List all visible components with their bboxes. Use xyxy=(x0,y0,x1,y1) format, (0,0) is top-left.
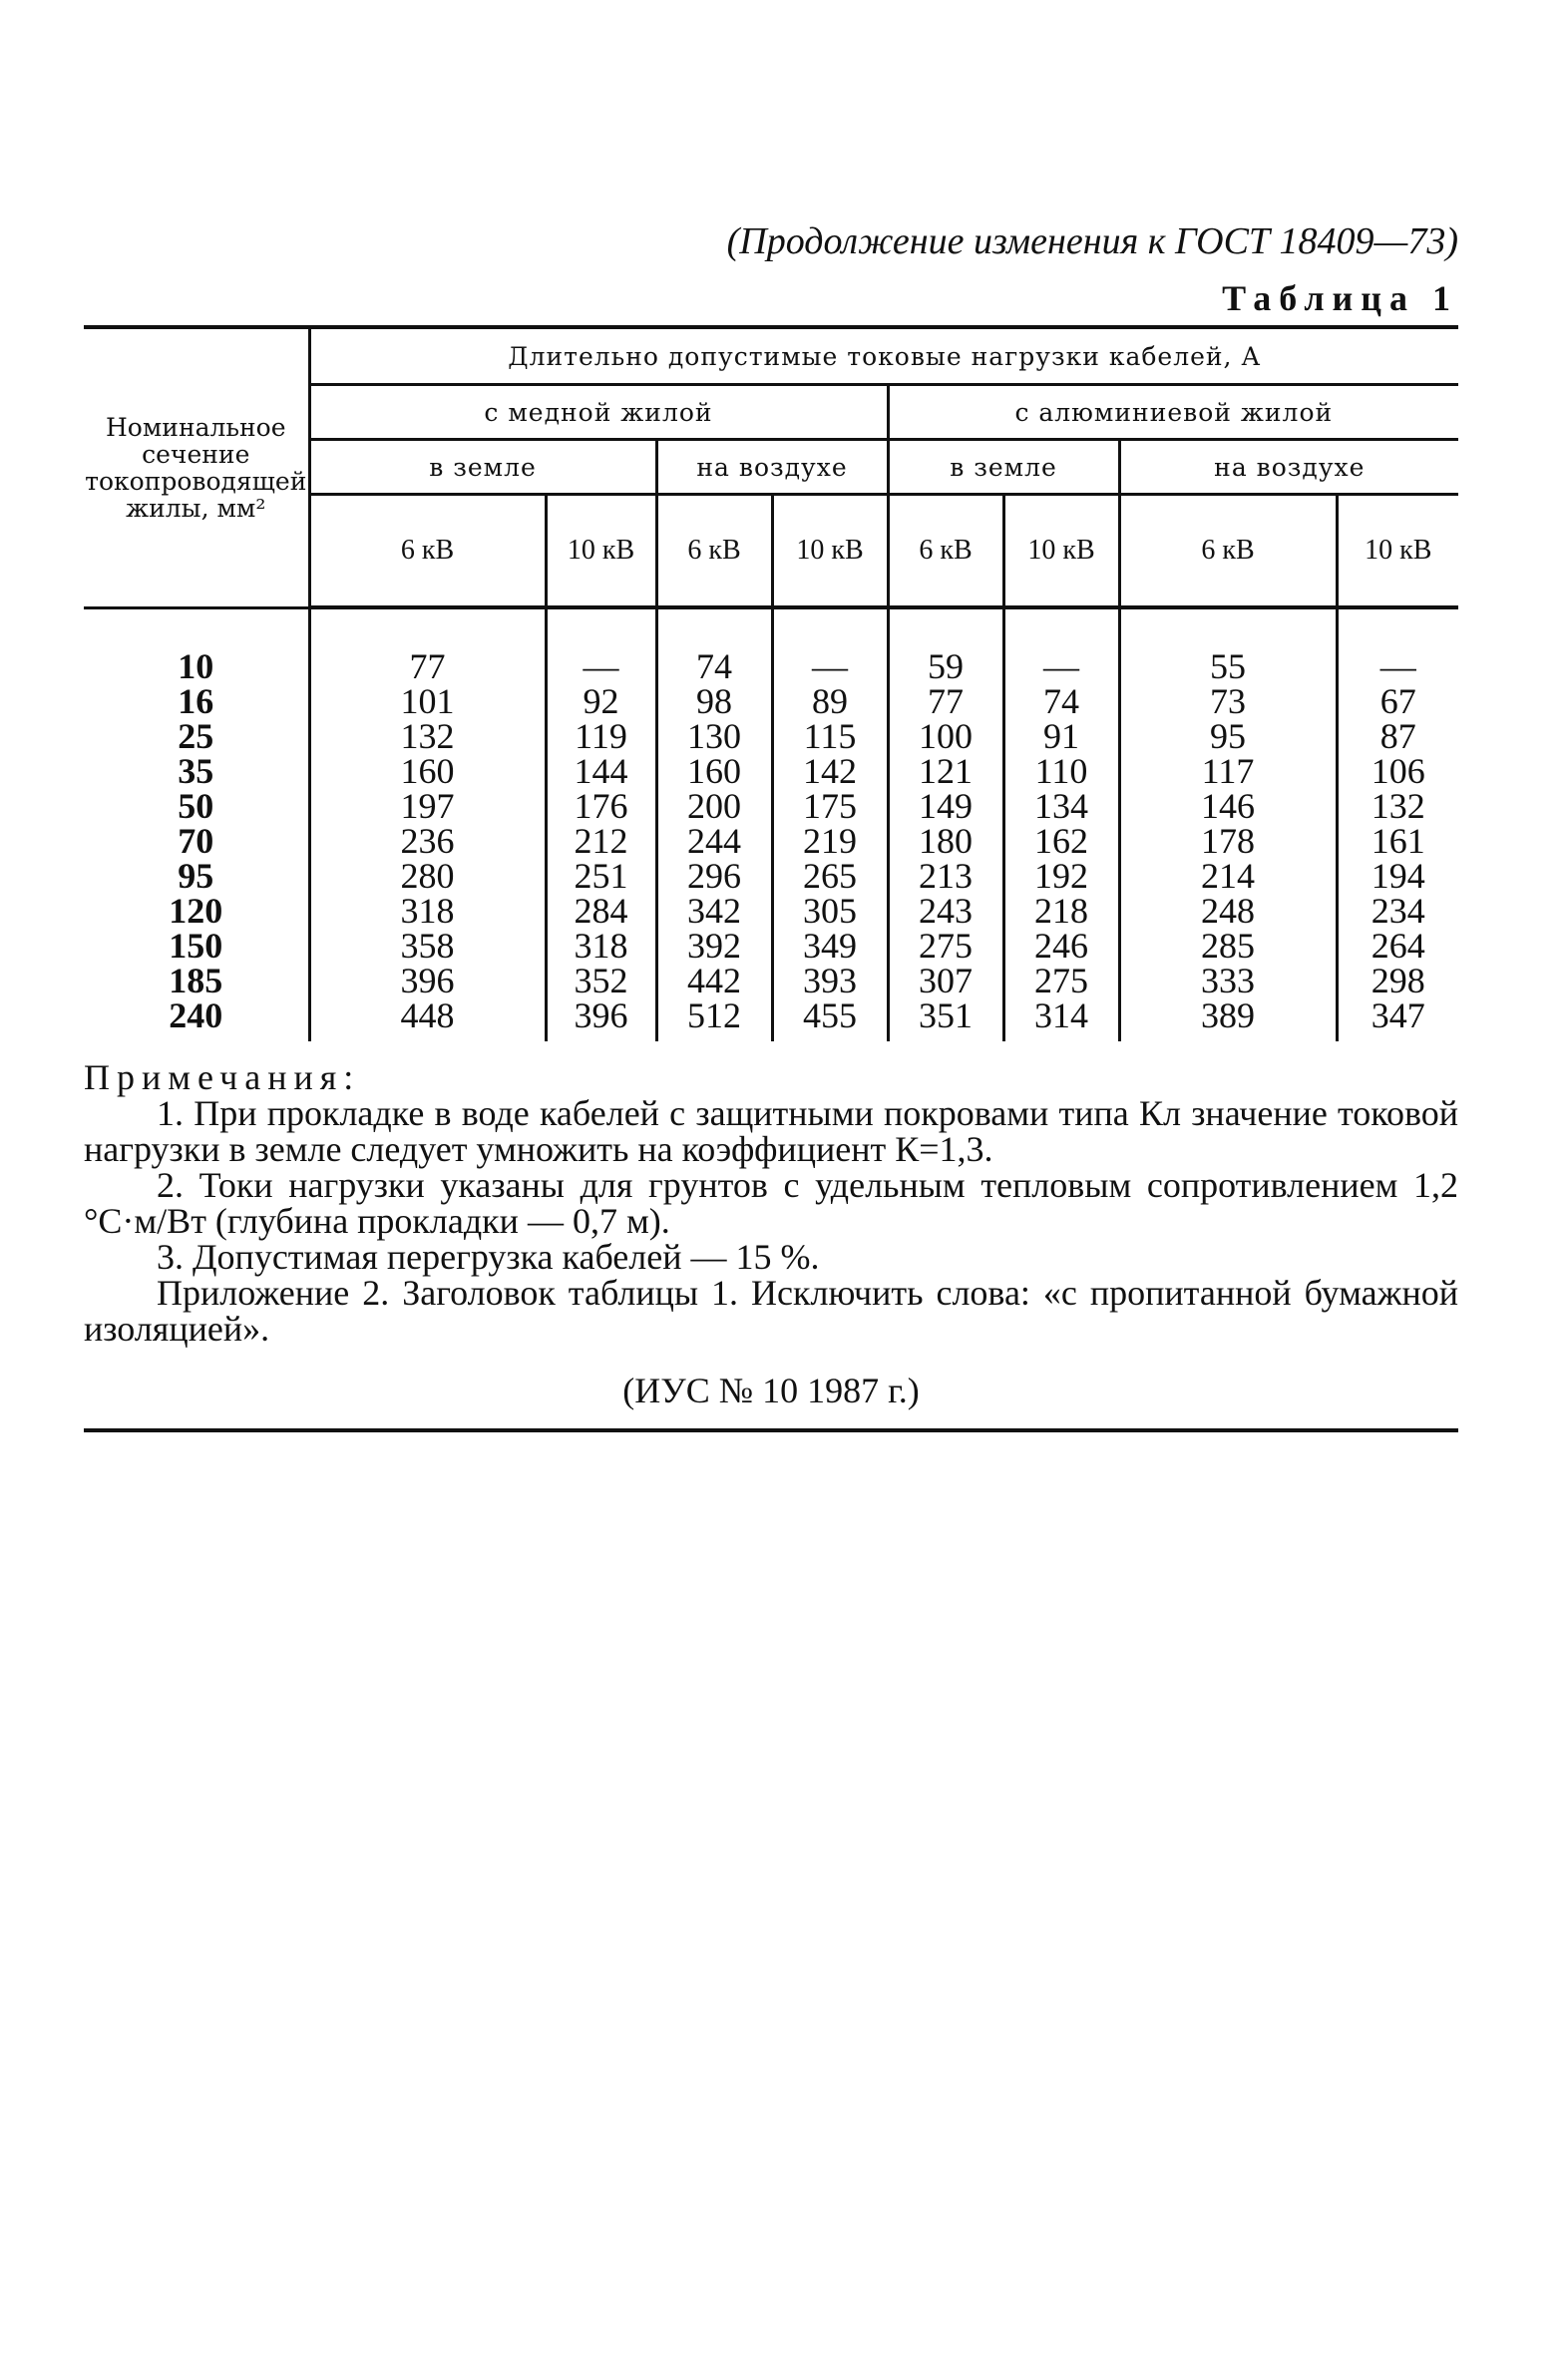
table-row xyxy=(84,789,1458,824)
table-row xyxy=(84,754,1458,789)
load-value-cell: 160 xyxy=(309,754,546,789)
load-value-cell: — xyxy=(772,607,888,684)
load-value-cell: 132 xyxy=(309,719,546,754)
load-value-cell: 119 xyxy=(546,719,656,754)
load-value-cell: 200 xyxy=(656,789,772,824)
section-cell: 150 xyxy=(169,926,223,966)
load-value-cell: 194 xyxy=(1337,859,1458,894)
load-value-cell: 132 xyxy=(1337,789,1458,824)
load-value-cell: 305 xyxy=(772,894,888,929)
note-2: 2. Токи нагрузки указаны для грунтов с удельным тепловым сопротивлением 1,2 °С·м/Вт (глубина прокладки — 0,7 м). xyxy=(84,1165,1458,1241)
load-value-cell: 358 xyxy=(309,929,546,964)
load-value-cell: 161 xyxy=(1337,824,1458,859)
load-value-cell: 146 xyxy=(1119,789,1337,824)
load-value-cell: 192 xyxy=(1003,859,1119,894)
load-value-cell: 352 xyxy=(546,964,656,998)
load-value-cell: 175 xyxy=(772,789,888,824)
table-row xyxy=(84,894,1458,929)
load-value-cell: 180 xyxy=(888,824,1003,859)
load-value-cell: 351 xyxy=(888,998,1003,1041)
load-value-cell: 244 xyxy=(656,824,772,859)
load-value-cell: 296 xyxy=(656,859,772,894)
load-value-cell: 389 xyxy=(1119,998,1337,1041)
load-value-cell: 59 xyxy=(888,607,1003,684)
load-value-cell: 318 xyxy=(309,894,546,929)
load-value-cell: 243 xyxy=(888,894,1003,929)
section-cell: 35 xyxy=(178,751,214,791)
load-value-cell: 280 xyxy=(309,859,546,894)
aluminum-core-header: с алюминиевой жилой xyxy=(888,385,1458,440)
load-value-cell: 144 xyxy=(546,754,656,789)
load-value-cell: 121 xyxy=(888,754,1003,789)
load-value-cell: 87 xyxy=(1337,719,1458,754)
voltage-10kv-header: 10 кВ xyxy=(1003,495,1119,608)
load-value-cell: 318 xyxy=(546,929,656,964)
load-value-cell: 162 xyxy=(1003,824,1119,859)
load-value-cell: 265 xyxy=(772,859,888,894)
load-value-cell: — xyxy=(546,607,656,684)
load-value-cell: 130 xyxy=(656,719,772,754)
voltage-10kv-header: 10 кВ xyxy=(546,495,656,608)
load-value-cell: — xyxy=(1337,607,1458,684)
load-value-cell: 275 xyxy=(888,929,1003,964)
load-value-cell: 342 xyxy=(656,894,772,929)
note-1: 1. При прокладке в воде кабелей с защитными покровами типа Кл значение токовой нагрузки в земле следует умножить на коэффициент К=1,3. xyxy=(84,1093,1458,1169)
table-row xyxy=(84,684,1458,719)
load-value-cell: 101 xyxy=(309,684,546,719)
load-value-cell: 115 xyxy=(772,719,888,754)
table-row xyxy=(84,824,1458,859)
load-value-cell: 213 xyxy=(888,859,1003,894)
voltage-6kv-header: 6 кВ xyxy=(1119,495,1337,608)
load-value-cell: 77 xyxy=(888,684,1003,719)
load-value-cell: 134 xyxy=(1003,789,1119,824)
voltage-6kv-header: 6 кВ xyxy=(656,495,772,608)
voltage-10kv-header: 10 кВ xyxy=(1337,495,1458,608)
load-value-cell: 218 xyxy=(1003,894,1119,929)
voltage-6kv-header: 6 кВ xyxy=(309,495,546,608)
section-cell: 50 xyxy=(178,786,214,826)
current-load-group-header: Длительно допустимые токовые нагрузки кабелей, А xyxy=(309,327,1458,385)
load-value-cell: 160 xyxy=(656,754,772,789)
load-value-cell: 55 xyxy=(1119,607,1337,684)
load-value-cell: 275 xyxy=(1003,964,1119,998)
copper-core-header: с медной жилой xyxy=(309,385,888,440)
voltage-6kv-header: 6 кВ xyxy=(888,495,1003,608)
load-value-cell: 284 xyxy=(546,894,656,929)
load-value-cell: 234 xyxy=(1337,894,1458,929)
section-cell: 95 xyxy=(178,856,214,896)
copper-ground-header: в земле xyxy=(309,440,656,495)
table-row xyxy=(84,859,1458,894)
aluminum-ground-header: в земле xyxy=(888,440,1119,495)
load-value-cell: 77 xyxy=(309,607,546,684)
load-value-cell: 73 xyxy=(1119,684,1337,719)
table-row xyxy=(84,998,1458,1041)
load-value-cell: 178 xyxy=(1119,824,1337,859)
table-row xyxy=(84,964,1458,998)
section-cell: 25 xyxy=(178,716,214,756)
load-value-cell: 212 xyxy=(546,824,656,859)
load-value-cell: 95 xyxy=(1119,719,1337,754)
section-cell: 70 xyxy=(178,821,214,861)
load-value-cell: 347 xyxy=(1337,998,1458,1041)
bottom-rule xyxy=(84,1428,1458,1432)
load-value-cell: 236 xyxy=(309,824,546,859)
section-column-header: Номинальное сечение токопроводящей жилы, мм² xyxy=(84,327,309,607)
load-value-cell: 392 xyxy=(656,929,772,964)
aluminum-air-header: на воздухе xyxy=(1119,440,1458,495)
load-value-cell: 197 xyxy=(309,789,546,824)
load-value-cell: 251 xyxy=(546,859,656,894)
notes-section xyxy=(84,1059,1458,1408)
load-value-cell: 219 xyxy=(772,824,888,859)
source-reference: (ИУС № 10 1987 г.) xyxy=(622,1371,920,1410)
load-value-cell: 455 xyxy=(772,998,888,1041)
load-value-cell: 264 xyxy=(1337,929,1458,964)
load-value-cell: 246 xyxy=(1003,929,1119,964)
load-value-cell: 248 xyxy=(1119,894,1337,929)
load-value-cell: — xyxy=(1003,607,1119,684)
load-value-cell: 110 xyxy=(1003,754,1119,789)
copper-air-header: на воздухе xyxy=(656,440,888,495)
load-value-cell: 448 xyxy=(309,998,546,1041)
cable-load-table xyxy=(84,325,1458,1041)
load-value-cell: 142 xyxy=(772,754,888,789)
note-3: 3. Допустимая перегрузка кабелей — 15 %. xyxy=(157,1237,820,1277)
load-value-cell: 74 xyxy=(656,607,772,684)
table-row xyxy=(84,719,1458,754)
section-cell: 16 xyxy=(178,681,214,721)
load-value-cell: 117 xyxy=(1119,754,1337,789)
load-value-cell: 396 xyxy=(546,998,656,1041)
load-value-cell: 393 xyxy=(772,964,888,998)
load-value-cell: 307 xyxy=(888,964,1003,998)
load-value-cell: 106 xyxy=(1337,754,1458,789)
section-cell: 240 xyxy=(169,995,223,1035)
table-body xyxy=(84,607,1458,1041)
load-value-cell: 396 xyxy=(309,964,546,998)
load-value-cell: 100 xyxy=(888,719,1003,754)
section-cell: 185 xyxy=(169,961,223,1000)
load-value-cell: 67 xyxy=(1337,684,1458,719)
section-cell: 10 xyxy=(178,645,214,686)
load-value-cell: 176 xyxy=(546,789,656,824)
load-value-cell: 349 xyxy=(772,929,888,964)
load-value-cell: 74 xyxy=(1003,684,1119,719)
load-value-cell: 92 xyxy=(546,684,656,719)
load-value-cell: 512 xyxy=(656,998,772,1041)
load-value-cell: 298 xyxy=(1337,964,1458,998)
load-value-cell: 91 xyxy=(1003,719,1119,754)
notes-title: Примечания: xyxy=(84,1057,361,1097)
load-value-cell: 442 xyxy=(656,964,772,998)
section-cell: 120 xyxy=(169,891,223,931)
continuation-header: (Продолжение изменения к ГОСТ 18409—73) xyxy=(726,220,1458,262)
load-value-cell: 149 xyxy=(888,789,1003,824)
table-number-label: Таблица 1 xyxy=(1222,278,1458,318)
table-row xyxy=(84,929,1458,964)
voltage-10kv-header: 10 кВ xyxy=(772,495,888,608)
load-value-cell: 285 xyxy=(1119,929,1337,964)
load-value-cell: 333 xyxy=(1119,964,1337,998)
load-value-cell: 314 xyxy=(1003,998,1119,1041)
appendix-note: Приложение 2. Заголовок таблицы 1. Исключить слова: «с пропитанной бумажной изоляцией». xyxy=(84,1273,1458,1349)
load-value-cell: 214 xyxy=(1119,859,1337,894)
load-value-cell: 89 xyxy=(772,684,888,719)
table-row xyxy=(84,607,1458,684)
load-value-cell: 98 xyxy=(656,684,772,719)
